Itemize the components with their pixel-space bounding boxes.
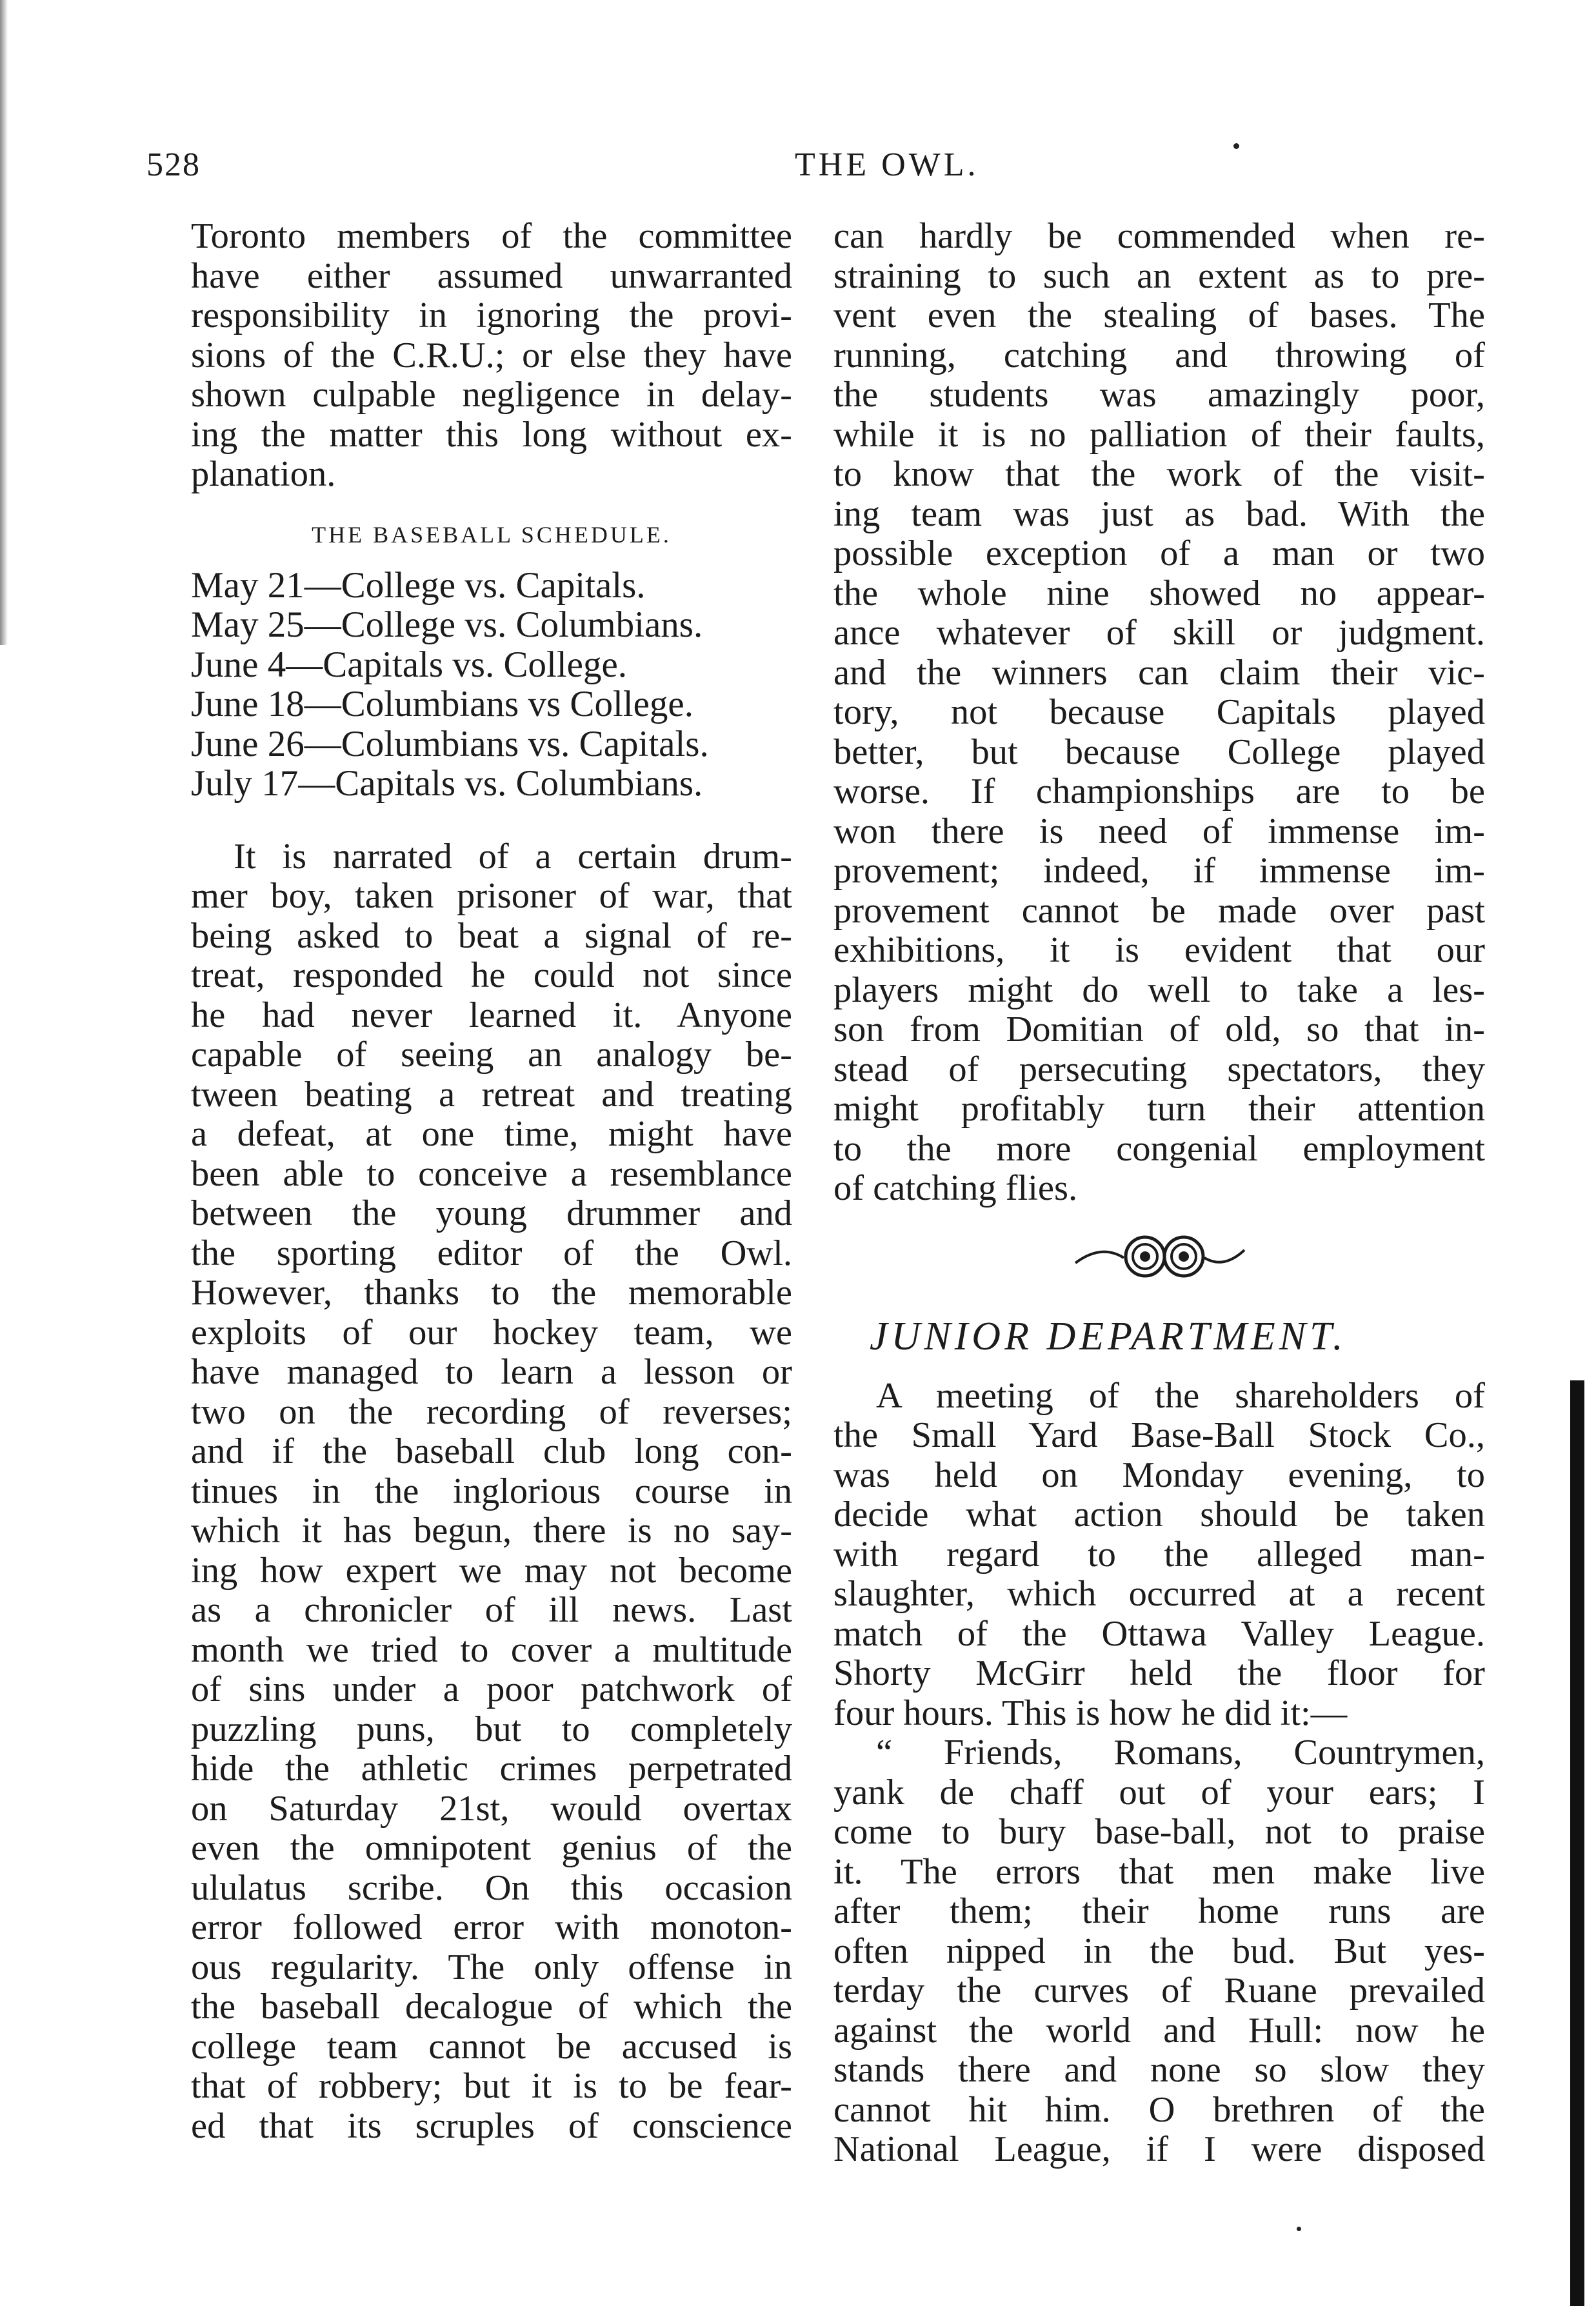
text-line: sions of the C.R.U.; or else they have xyxy=(191,335,792,375)
text-line: stands there and none so slow they xyxy=(833,2050,1485,2090)
opening-paragraph xyxy=(191,217,792,495)
text-line: ing team was just as bad. With the xyxy=(833,493,1485,534)
scroll-ornament xyxy=(833,1218,1485,1302)
text-line: capable of seeing an analogy be- xyxy=(191,1035,792,1075)
text-line: straining to such an extent as to pre- xyxy=(833,255,1485,296)
text-line: error followed error with monoton- xyxy=(191,1907,792,1947)
text-line: after them; their home runs are xyxy=(833,1891,1485,1931)
text-line: with regard to the alleged man- xyxy=(833,1534,1485,1575)
text-line: the sporting editor of the Owl. xyxy=(191,1233,792,1273)
text-line: which it has begun, there is no say- xyxy=(191,1511,792,1551)
schedule-heading: THE BASEBALL SCHEDULE. xyxy=(312,521,672,548)
text-line: the baseball decalogue of which the xyxy=(191,1987,792,2027)
schedule-item: May 21—College vs. Capitals. xyxy=(191,564,646,606)
text-line: Shorty McGirr held the floor for xyxy=(833,1653,1485,1693)
text-line: ing the matter this long without ex- xyxy=(191,414,792,455)
scan-edge-shadow xyxy=(0,0,8,645)
text-line: the Small Yard Base-Ball Stock Co., xyxy=(833,1415,1485,1455)
page-header xyxy=(146,146,1475,191)
text-line: match of the Ottawa Valley League. xyxy=(833,1613,1485,1654)
text-line: month we tried to cover a multitude xyxy=(191,1629,792,1670)
text-line: to the more congenial employment xyxy=(833,1128,1485,1169)
schedule-item: July 17—Capitals vs. Columbians. xyxy=(191,763,703,804)
text-line: have either assumed unwarranted xyxy=(191,255,792,296)
text-line: running, catching and throwing of xyxy=(833,335,1485,375)
text-line: to know that the work of the visit- xyxy=(833,454,1485,494)
text-line: the students was amazingly poor, xyxy=(833,375,1485,415)
right-column xyxy=(833,217,1485,2170)
text-line: mer boy, taken prisoner of war, that xyxy=(191,876,792,916)
text-line: planation. xyxy=(191,454,336,494)
text-line: the whole nine showed no appear- xyxy=(833,573,1485,613)
schedule-item: May 25—College vs. Columbians. xyxy=(191,604,703,645)
text-line: son from Domitian of old, so that in- xyxy=(833,1009,1485,1049)
text-line: A meeting of the shareholders of xyxy=(876,1375,1485,1416)
scan-binding-edge xyxy=(1570,1380,1584,2306)
text-line: cannot hit him. O brethren of the xyxy=(833,2089,1485,2130)
text-line: of catching flies. xyxy=(833,1168,1078,1208)
text-line: and the winners can claim their vic- xyxy=(833,652,1485,693)
text-line: might profitably turn their attention xyxy=(833,1089,1485,1129)
text-line: and if the baseball club long con- xyxy=(191,1431,792,1471)
text-line: decide what action should be taken xyxy=(833,1495,1485,1535)
schedule-item: June 4—Capitals vs. College. xyxy=(191,644,628,685)
text-line: can hardly be commended when re- xyxy=(833,216,1485,256)
text-line: that of robbery; but it is to be fear- xyxy=(191,2066,792,2106)
text-line: vent even the stealing of bases. The xyxy=(833,295,1485,335)
junior-department-heading: JUNIOR DEPARTMENT. xyxy=(870,1314,1347,1358)
text-line: have managed to learn a lesson or xyxy=(191,1352,792,1392)
text-line: a defeat, at one time, might have xyxy=(191,1114,792,1154)
text-line: four hours. This is how he did it:— xyxy=(833,1693,1348,1733)
text-line: it. The errors that men make live xyxy=(833,1851,1485,1892)
text-line: tory, not because Capitals played xyxy=(833,692,1485,732)
text-line: hide the athletic crimes perpetrated xyxy=(191,1749,792,1789)
text-line: often nipped in the bud. But yes- xyxy=(833,1931,1485,1971)
text-line: stead of persecuting spectators, they xyxy=(833,1049,1485,1089)
text-line: puzzling puns, but to completely xyxy=(191,1709,792,1749)
ink-speck xyxy=(1297,2227,1301,2231)
text-line: on Saturday 21st, would overtax xyxy=(191,1788,792,1829)
text-line: was held on Monday evening, to xyxy=(833,1455,1485,1495)
text-line: However, thanks to the memorable xyxy=(191,1273,792,1313)
text-line: ance whatever of skill or judgment. xyxy=(833,613,1485,653)
running-head: THE OWL. xyxy=(795,146,979,183)
left-column xyxy=(191,217,792,2146)
text-line: won there is need of immense im- xyxy=(833,811,1485,851)
text-line: “ Friends, Romans, Countrymen, xyxy=(876,1733,1485,1773)
scroll-ornament-icon xyxy=(1062,1218,1256,1295)
schedule-item: June 18—Columbians vs College. xyxy=(191,684,693,724)
text-line: he had never learned it. Anyone xyxy=(191,995,792,1035)
text-line: ing how expert we may not become xyxy=(191,1550,792,1591)
schedule-item: June 26—Columbians vs. Capitals. xyxy=(191,723,709,764)
text-line: exhibitions, it is evident that our xyxy=(833,930,1485,970)
text-line: yank de chaff out of your ears; I xyxy=(833,1772,1485,1813)
text-line: treat, responded he could not since xyxy=(191,955,792,995)
text-line: slaughter, which occurred at a recent xyxy=(833,1574,1485,1614)
text-line: against the world and Hull: now he xyxy=(833,2010,1485,2051)
text-line: shown culpable negligence in delay- xyxy=(191,375,792,415)
text-line: terday the curves of Ruane prevailed xyxy=(833,1971,1485,2011)
text-line: players might do well to take a les- xyxy=(833,969,1485,1010)
text-line: provement; indeed, if immense im- xyxy=(833,851,1485,891)
text-line: ululatus scribe. On this occasion xyxy=(191,1867,792,1908)
text-line: better, but because College played xyxy=(833,731,1485,772)
baseball-schedule xyxy=(191,566,792,804)
text-line: come to bury base-ball, not to praise xyxy=(833,1812,1485,1852)
text-line: It is narrated of a certain drum- xyxy=(234,836,792,877)
text-line: between the young drummer and xyxy=(191,1193,792,1233)
text-line: two on the recording of reverses; xyxy=(191,1391,792,1432)
text-line: tween beating a retreat and treating xyxy=(191,1074,792,1115)
text-line: being asked to beat a signal of re- xyxy=(191,915,792,956)
text-line: tinues in the inglorious course in xyxy=(191,1471,792,1511)
text-line: National League, if I were disposed xyxy=(833,2129,1485,2169)
text-line: college team cannot be accused is xyxy=(191,2026,792,2067)
text-line: provement cannot be made over past xyxy=(833,890,1485,931)
text-line: as a chronicler of ill news. Last xyxy=(191,1590,792,1630)
game-report-paragraph xyxy=(833,217,1485,1209)
text-line: worse. If championships are to be xyxy=(833,771,1485,811)
text-line: ous regularity. The only offense in xyxy=(191,1947,792,1987)
text-line: ed that its scruples of conscience xyxy=(191,2105,792,2146)
text-line: while it is no palliation of their faults, xyxy=(833,414,1485,455)
text-line: possible exception of a man or two xyxy=(833,533,1485,573)
page-number: 528 xyxy=(146,146,201,183)
drummer-paragraph xyxy=(191,837,792,2147)
text-line: of sins under a poor patchwork of xyxy=(191,1669,792,1709)
text-line: exploits of our hockey team, we xyxy=(191,1312,792,1353)
text-line: even the omnipotent genius of the xyxy=(191,1828,792,1868)
junior-department-paragraph xyxy=(833,1377,1485,2170)
text-line: been able to conceive a resemblance xyxy=(191,1153,792,1194)
text-line: responsibility in ignoring the provi- xyxy=(191,295,792,335)
text-line: Toronto members of the committee xyxy=(191,216,792,256)
